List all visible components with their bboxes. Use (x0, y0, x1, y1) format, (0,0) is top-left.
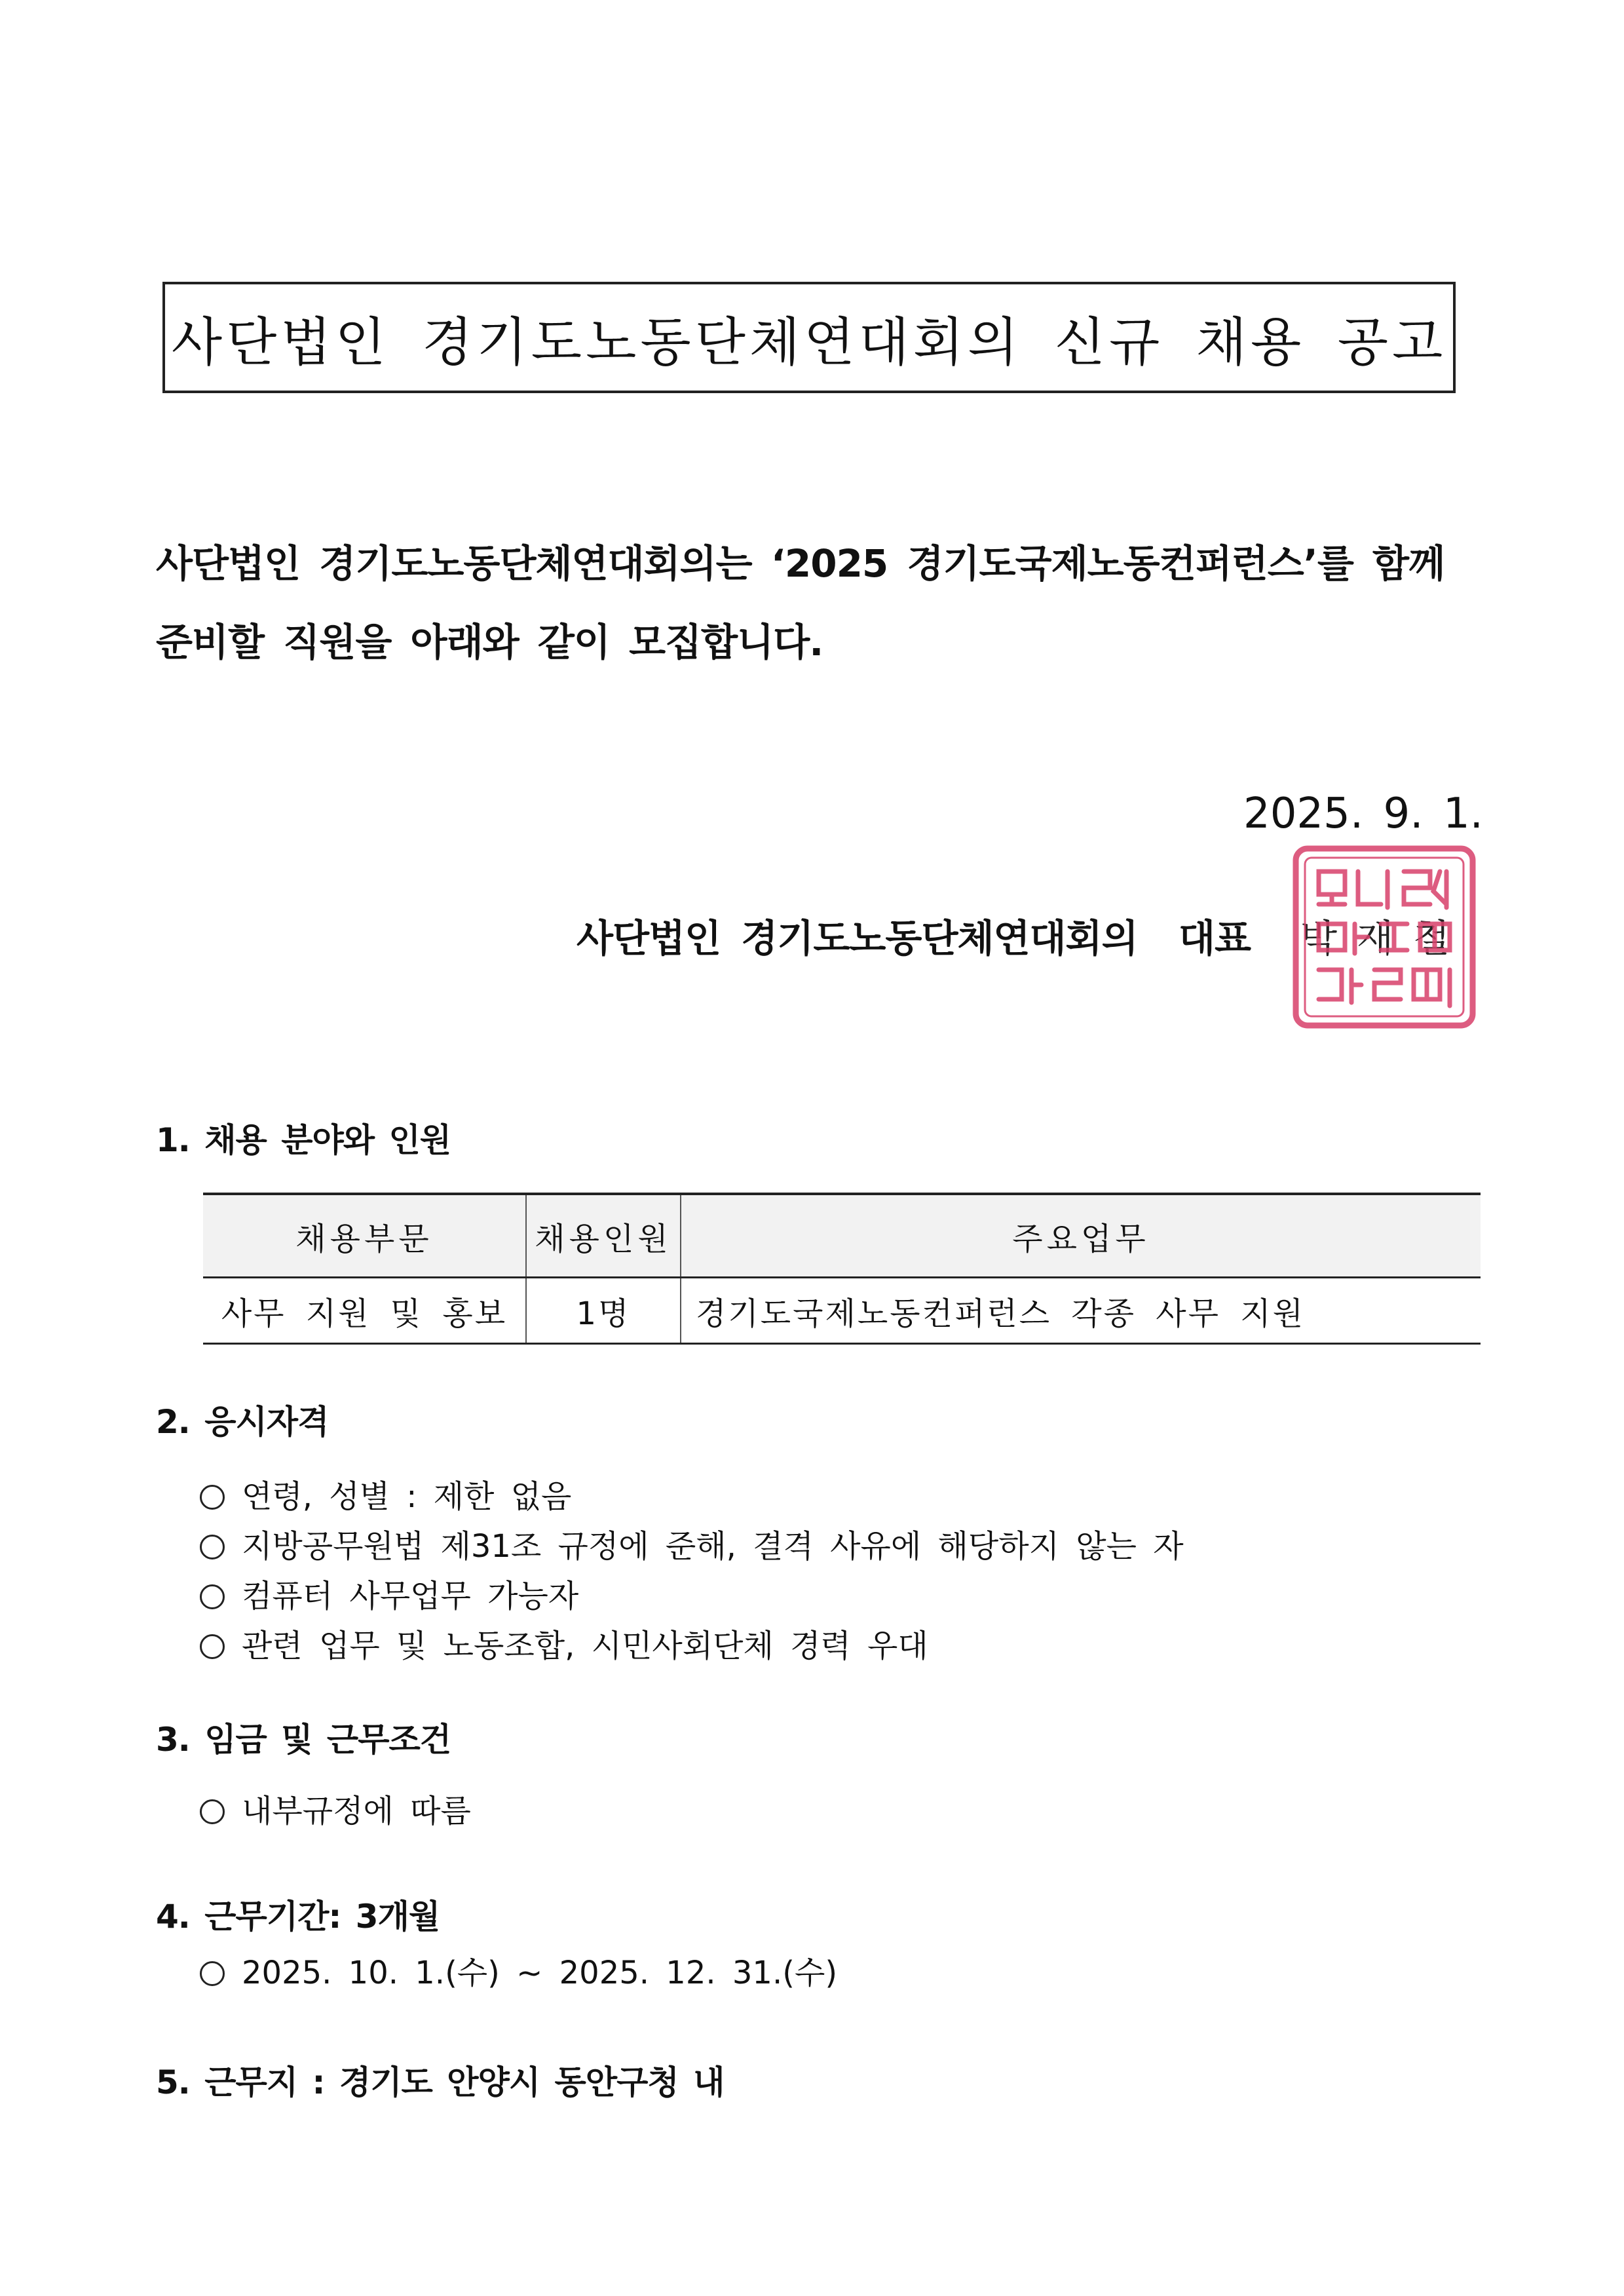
circle-bullet-icon (200, 1485, 225, 1510)
circle-bullet-icon (200, 1535, 225, 1559)
circle-bullet-icon (200, 1799, 225, 1824)
list-item (200, 1571, 1184, 1621)
official-seal-icon (1289, 842, 1479, 1032)
header-field: 채용부문 (203, 1194, 526, 1278)
intro-line-2: 준비할 직원을 아래와 같이 모집합니다. (156, 620, 823, 664)
circle-bullet-icon (200, 1584, 225, 1609)
list-item-text: 연령, 성별 : 제한 없음 (242, 1478, 572, 1515)
table-row (203, 1278, 1481, 1344)
table-header-row (203, 1194, 1481, 1278)
section-5-heading: 5. 근무지 : 경기도 안양시 동안구청 내 (156, 2063, 725, 2101)
list-item (200, 1472, 1184, 1521)
list-item (200, 1786, 471, 1836)
circle-bullet-icon (200, 1634, 225, 1659)
intro-line-1: 사단법인 경기도노동단체연대회의는 ‘2025 경기도국제노동컨퍼런스’를 함께 (156, 541, 1445, 586)
section-2-heading: 2. 응시자격 (156, 1403, 329, 1441)
list-item-text: 지방공무원법 제31조 규정에 준해, 결격 사유에 해당하지 않는 자 (242, 1528, 1184, 1565)
recruitment-table (203, 1193, 1481, 1345)
section-1-heading: 1. 채용 분야와 인원 (156, 1121, 451, 1159)
list-item-text: 관련 업무 및 노동조합, 시민사회단체 경력 우대 (242, 1628, 928, 1664)
list-item (200, 1621, 1184, 1671)
notice-date: 2025. 9. 1. (1243, 790, 1483, 838)
header-headcount: 채용인원 (526, 1194, 681, 1278)
cell-duties: 경기도국제노동컨퍼런스 각종 사무 지원 (681, 1278, 1481, 1344)
intro-paragraph (156, 524, 1486, 681)
list-item-text: 내부규정에 따름 (242, 1793, 471, 1829)
list-item-text: 컴퓨터 사무업무 가능자 (242, 1578, 579, 1615)
list-item (200, 1948, 837, 1998)
section-3-heading: 3. 임금 및 근무조건 (156, 1721, 451, 1759)
notice-title: 사단법인 경기도노동단체연대회의 신규 채용 공고 (162, 282, 1456, 393)
cell-field: 사무 지원 및 홍보 (203, 1278, 526, 1344)
section-4-heading: 4. 근무기간: 3개월 (156, 1898, 440, 1936)
representative-name: 박재철 (1300, 916, 1470, 961)
circle-bullet-icon (200, 1961, 225, 1986)
representative-org: 사단법인 경기도노동단체연대회의 대표 (576, 916, 1251, 961)
period-list (200, 1948, 837, 1998)
list-item (200, 1521, 1184, 1571)
header-duties: 주요업무 (681, 1194, 1481, 1278)
wage-list (200, 1786, 471, 1836)
list-item-text: 2025. 10. 1.(수) ~ 2025. 12. 31.(수) (242, 1955, 838, 1991)
qualification-list (200, 1472, 1184, 1671)
cell-headcount: 1명 (526, 1278, 681, 1344)
